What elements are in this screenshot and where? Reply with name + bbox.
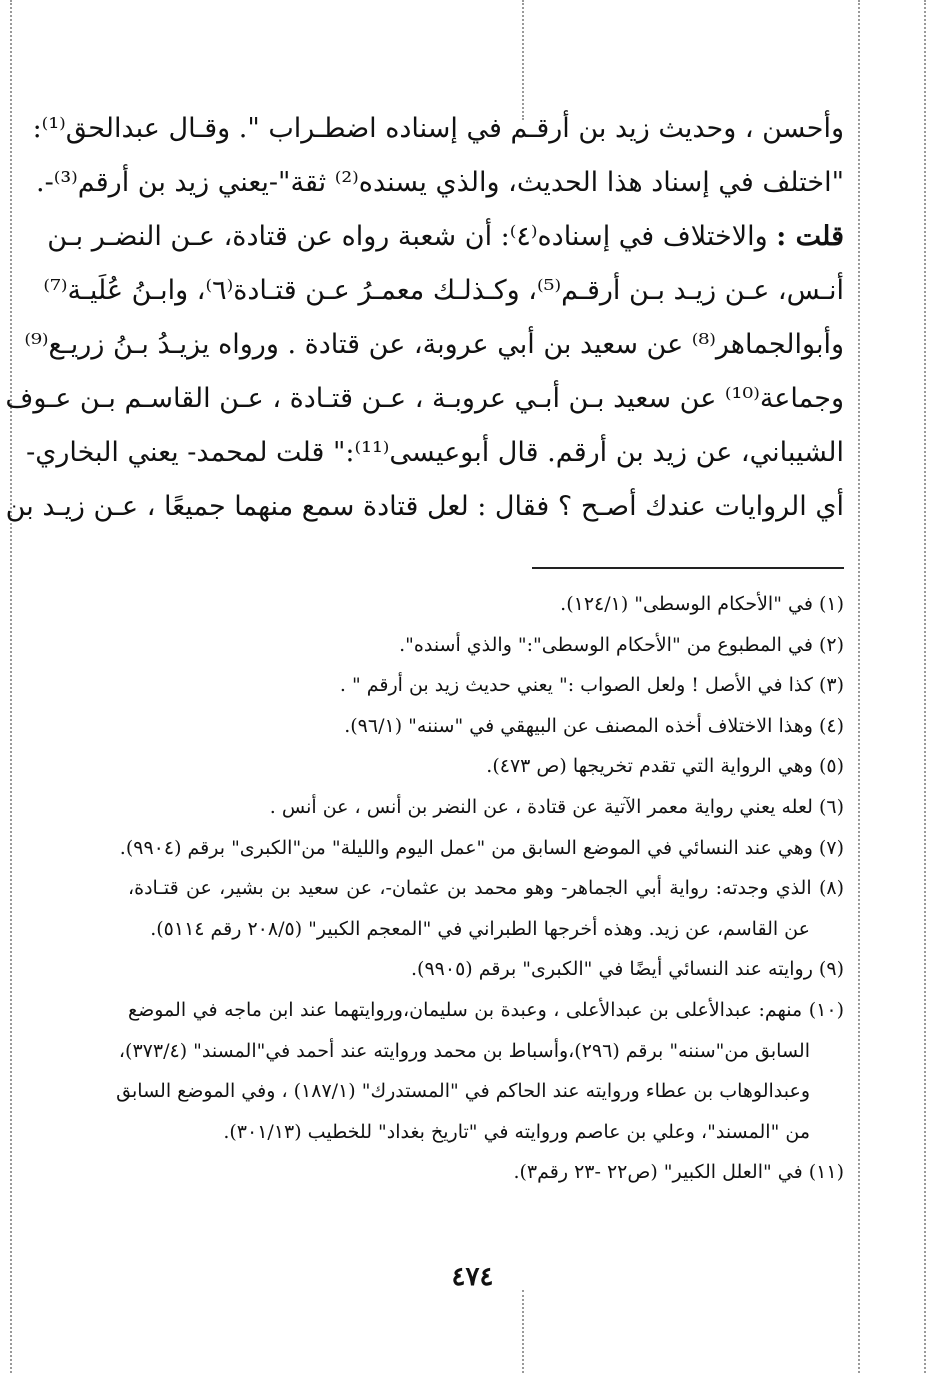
footnote-line: (٢) في المطبوع من "الأحكام الوسطى":" والذي أسنده". <box>399 633 844 656</box>
scan-margin-dots <box>858 0 860 1373</box>
footnote-line: (٧) وهي عند النسائي في الموضع السابق من "عمل اليوم والليلة" من"الكبرى" برقم (٩٩٠٤). <box>119 836 844 859</box>
footnote-line: عن القاسم، عن زيد. وهذه أخرجها الطبراني في "المعجم الكبير" (٢٠٨/٥ رقم ٥١١٤). <box>150 917 810 940</box>
main-text-line: الشيباني، عن زيد بن أرقم. قال أبوعيسى⁽¹¹⁾:" قلت لمحمد- يعني البخاري- <box>26 437 844 468</box>
main-text-line-body: والاختلاف في إسناده⁽٤⁾: أن شعبة رواه عن قتادة، عـن النضـر بـن <box>47 221 768 252</box>
scan-margin-dots <box>522 1290 524 1373</box>
main-text-line: وأحسن ، وحديث زيد بن أرقـم في إسناده اضطـراب ". وقـال عبدالحق⁽¹⁾: <box>32 113 844 144</box>
lead-word: قلت : <box>776 221 844 252</box>
footnote-line: السابق من"سننه" برقم (٢٩٦)،وأسباط بن محمد وروايته عند أحمد في"المسند" (٣٧٣/٤)، <box>118 1039 810 1062</box>
main-text-block <box>5 102 844 534</box>
main-text-line: أنـس، عـن زيـد بـن أرقـم⁽⁵⁾، وكـذلـك معمـرُ عـن قتـادة⁽٦⁾، وابـنُ عُلَيـة⁽⁷⁾ <box>43 275 844 306</box>
footnote-line: (٣) كذا في الأصل ! ولعل الصواب :" يعني حديث زيد بن أرقم " . <box>339 674 844 697</box>
footnote-line: (٥) وهي الرواية التي تقدم تخريجها (ص ٤٧٣). <box>486 755 844 778</box>
scan-margin-dots <box>10 0 12 1373</box>
footnote-line: وعبدالوهاب بن عطاء وروايته عند الحاكم في "المستدرك" (١٨٧/١) ، وفي الموضع السابق <box>116 1080 810 1103</box>
main-text-line: أي الروايات عندك أصـح ؟ فقال : لعل قتادة سمع منهما جميعًا ، عـن زيـد بن <box>5 491 844 522</box>
footnote-line: (٤) وهذا الاختلاف أخذه المصنف عن البيهقي في "سننه" (٩٦/١). <box>344 714 844 737</box>
footnote-line: (٨) الذي وجدته: رواية أبي الجماهر- وهو محمد بن عثمان-، عن سعيد بن بشير، عن قتـادة، <box>128 877 844 900</box>
scan-margin-dots <box>924 0 926 1373</box>
main-text-line: "اختلف في إسناد هذا الحديث، والذي يسنده⁽²⁾ ثقة"-يعني زيد بن أرقم⁽³⁾-. <box>35 167 844 198</box>
footnote-line: (١١) في "العلل الكبير" (ص٢٢ -٢٣ رقم٣). <box>513 1161 844 1184</box>
footnotes-block <box>116 584 844 1193</box>
main-text-line <box>47 210 844 264</box>
footnote-line: (٩) روايته عند النسائي أيضًا في "الكبرى" برقم (٩٩٠٥). <box>411 958 844 981</box>
page-number: ٤٧٤ <box>451 1262 494 1292</box>
footnote-line: (١٠) منهم: عبدالأعلى بن عبدالأعلى ، وعبدة بن سليمان،وروايتهما عند ابن ماجه في الموضع <box>128 998 844 1021</box>
main-text-line: وأبوالجماهر⁽⁸⁾ عن سعيد بن أبي عروبة، عن قتادة . ورواه يزيـدُ بـنُ زريـع⁽⁹⁾ <box>24 329 844 360</box>
footnote-line: (٦) لعله يعني رواية معمر الآتية عن قتادة ، عن النضر بن أنس ، عن أنس . <box>269 795 844 818</box>
footnote-line: (١) في "الأحكام الوسطى" (١٢٤/١). <box>560 593 844 615</box>
main-text-line: وجماعة⁽¹⁰⁾ عن سعيد بـن أبـي عروبـة ، عـن قتـادة ، عـن القاسـم بـن عـوف <box>5 383 844 414</box>
footnote-separator <box>532 567 844 569</box>
footnote-line: من "المسند"، وعلي بن عاصم وروايته في "تاريخ بغداد" للخطيب (٣٠١/١٣). <box>223 1120 810 1143</box>
